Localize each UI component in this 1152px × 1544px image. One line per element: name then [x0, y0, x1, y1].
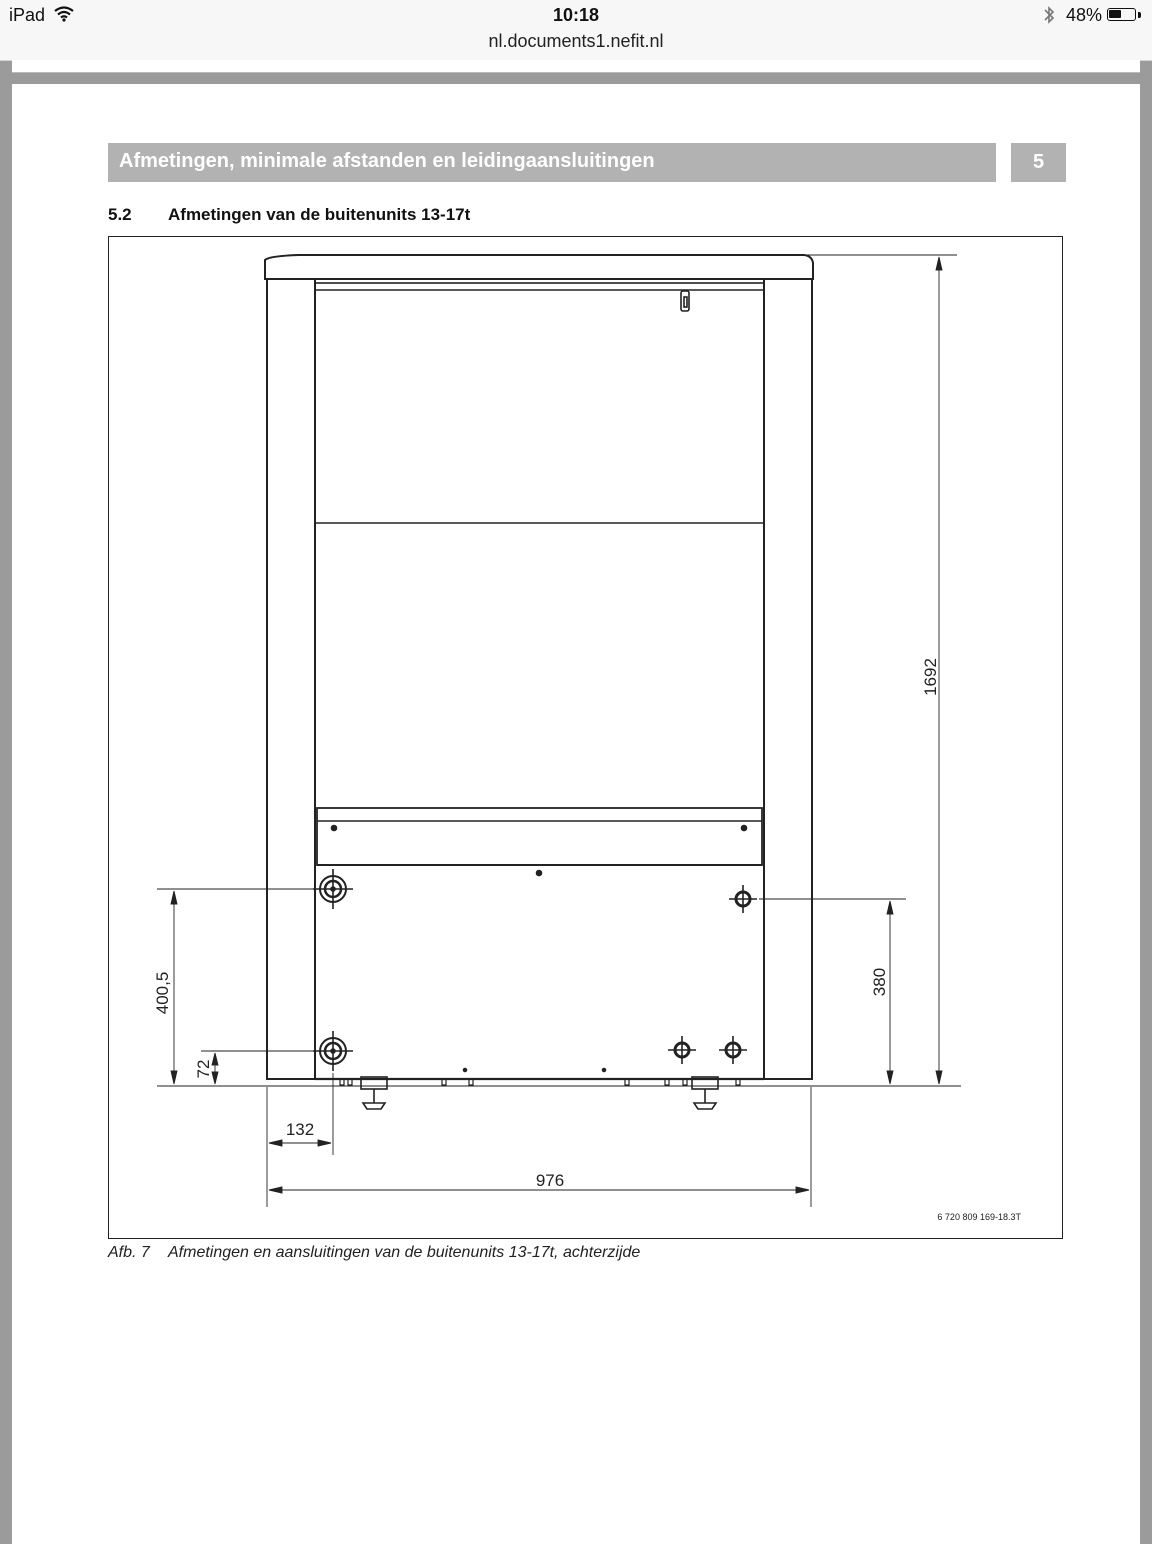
drawing-number: 6 720 809 169-18.3T — [937, 1212, 1021, 1222]
connection-right — [729, 885, 757, 913]
section-title: Afmetingen van de buitenunits 13-17t — [168, 205, 471, 224]
dim-side-offset: 132 — [285, 1120, 315, 1139]
carrier-label: iPad — [9, 5, 46, 25]
dim-connection-height: 400,5 — [153, 971, 172, 1015]
dim-height-total: 1692 — [921, 658, 940, 696]
battery-icon — [1107, 8, 1136, 21]
technical-drawing — [108, 236, 1063, 1239]
chapter-header — [108, 143, 996, 182]
right-post — [764, 279, 812, 1079]
drawing-canvas — [109, 237, 1063, 1239]
figure-caption: Afmetingen en aansluitingen van de buitenunits 13-17t, achterzijde — [168, 1244, 641, 1261]
chapter-number: 5 — [1032, 151, 1045, 173]
dim-right-connection-height: 380 — [870, 967, 889, 997]
chapter-title: Afmetingen, minimale afstanden en leidingaansluitingen — [119, 150, 655, 172]
foot-left — [361, 1077, 387, 1109]
lower-bracket — [317, 808, 762, 865]
connection-top-left — [313, 869, 353, 909]
address-bar-url[interactable]: nl.documents1.nefit.nl — [488, 31, 664, 51]
inner-panel — [315, 283, 764, 1079]
status-bar — [0, 0, 1152, 61]
connection-bottom-right-2 — [719, 1036, 747, 1064]
unit-top-cap — [265, 255, 813, 279]
connection-bottom-right-1 — [668, 1036, 696, 1064]
connection-bottom-left — [313, 1031, 353, 1071]
left-post — [267, 279, 315, 1079]
previous-page-edge — [12, 60, 1140, 73]
foot-right — [692, 1077, 718, 1109]
figure-label: Afb. 7 — [108, 1244, 150, 1261]
dim-bottom-offset: 72 — [194, 1059, 213, 1079]
battery-fill — [1109, 10, 1121, 18]
dim-width-total: 976 — [535, 1171, 565, 1190]
section-number: 5.2 — [108, 205, 132, 224]
bluetooth-icon — [1042, 5, 1056, 25]
chapter-number-box — [1011, 143, 1066, 182]
clock: 10:18 — [552, 5, 600, 25]
battery-tip — [1138, 12, 1141, 18]
battery-percentage: 48% — [1066, 5, 1103, 25]
